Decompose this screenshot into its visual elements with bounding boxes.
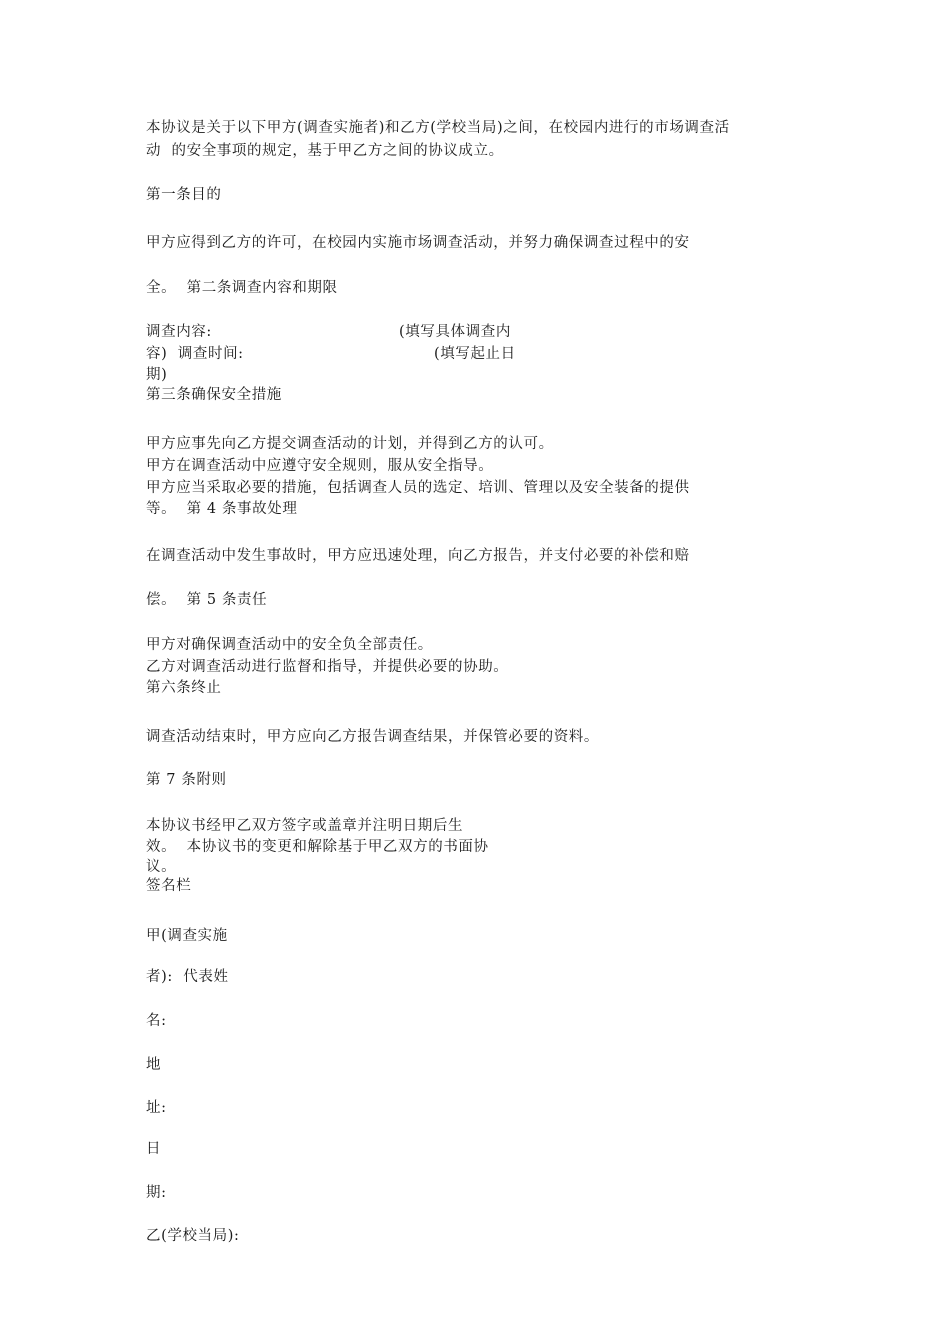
survey-content-hint: (填写具体调查内 — [399, 324, 511, 340]
article-3-body-line-3: 甲方应当采取必要的措施，包括调查人员的选定、培训、管理以及安全装备的提供 — [146, 480, 690, 496]
representative-name-label: 名: — [146, 1013, 167, 1029]
article-7-title: 第 7 条附则 — [146, 772, 227, 788]
article-5-body-line-2: 乙方对调查活动进行监督和指导，并提供必要的协助。 — [146, 659, 509, 675]
article-1-title: 第一条目的 — [146, 187, 222, 203]
article-3-body-line-1: 甲方应事先向乙方提交调查活动的计划，并得到乙方的认可。 — [146, 436, 554, 452]
article-1-body-line-1: 甲方应得到乙方的许可，在校园内实施市场调查活动，并努力确保调查过程中的安 — [146, 235, 690, 251]
intro-line-2: 动 的安全事项的规定，基于甲乙方之间的协议成立。 — [146, 143, 504, 159]
article-4-body-line-1: 在调查活动中发生事故时，甲方应迅速处理，向乙方报告，并支付必要的补偿和赔 — [146, 548, 690, 564]
date-label-1: 日 — [146, 1141, 162, 1157]
signature-title: 签名栏 — [146, 878, 192, 894]
article-3-body-line-4: 等。 第 4 条事故处理 — [146, 501, 298, 517]
party-b-label: 乙(学校当局): — [146, 1228, 240, 1244]
article-5-body-line-1: 甲方对确保调查活动中的安全负全部责任。 — [146, 637, 433, 653]
survey-content-label: 调查内容: — [146, 324, 212, 340]
party-a-label-1: 甲(调查实施 — [146, 928, 228, 944]
address-label-1: 地 — [146, 1057, 162, 1073]
article-3-body-line-2: 甲方在调查活动中应遵守安全规则，服从安全指导。 — [146, 458, 494, 474]
article-6-title: 第六条终止 — [146, 680, 222, 696]
article-6-body: 调查活动结束时，甲方应向乙方报告调查结果，并保管必要的资料。 — [146, 729, 599, 745]
intro-line-1: 本协议是关于以下甲方(调查实施者)和乙方(学校当局)之间，在校园内进行的市场调查活 — [146, 120, 730, 136]
article-1-body-line-2: 全。 第二条调查内容和期限 — [146, 280, 338, 296]
survey-time-cont: 期) — [146, 367, 168, 383]
article-4-body-line-2: 偿。 第 5 条责任 — [146, 592, 268, 608]
address-label-2: 址: — [146, 1100, 167, 1116]
article-7-body-line-3: 议。 — [146, 859, 177, 875]
article-3-title: 第三条确保安全措施 — [146, 387, 282, 403]
article-7-body-line-2: 效。 本协议书的变更和解除基于甲乙双方的书面协 — [146, 839, 489, 855]
date-label-2: 期: — [146, 1185, 167, 1201]
survey-time-hint: (填写起止日 — [434, 346, 516, 362]
survey-time-label: 容) 调查时间: — [146, 346, 244, 362]
party-a-label-2: 者): 代表姓 — [146, 969, 229, 985]
article-7-body-line-1: 本协议书经甲乙双方签字或盖章并注明日期后生 — [146, 818, 464, 834]
